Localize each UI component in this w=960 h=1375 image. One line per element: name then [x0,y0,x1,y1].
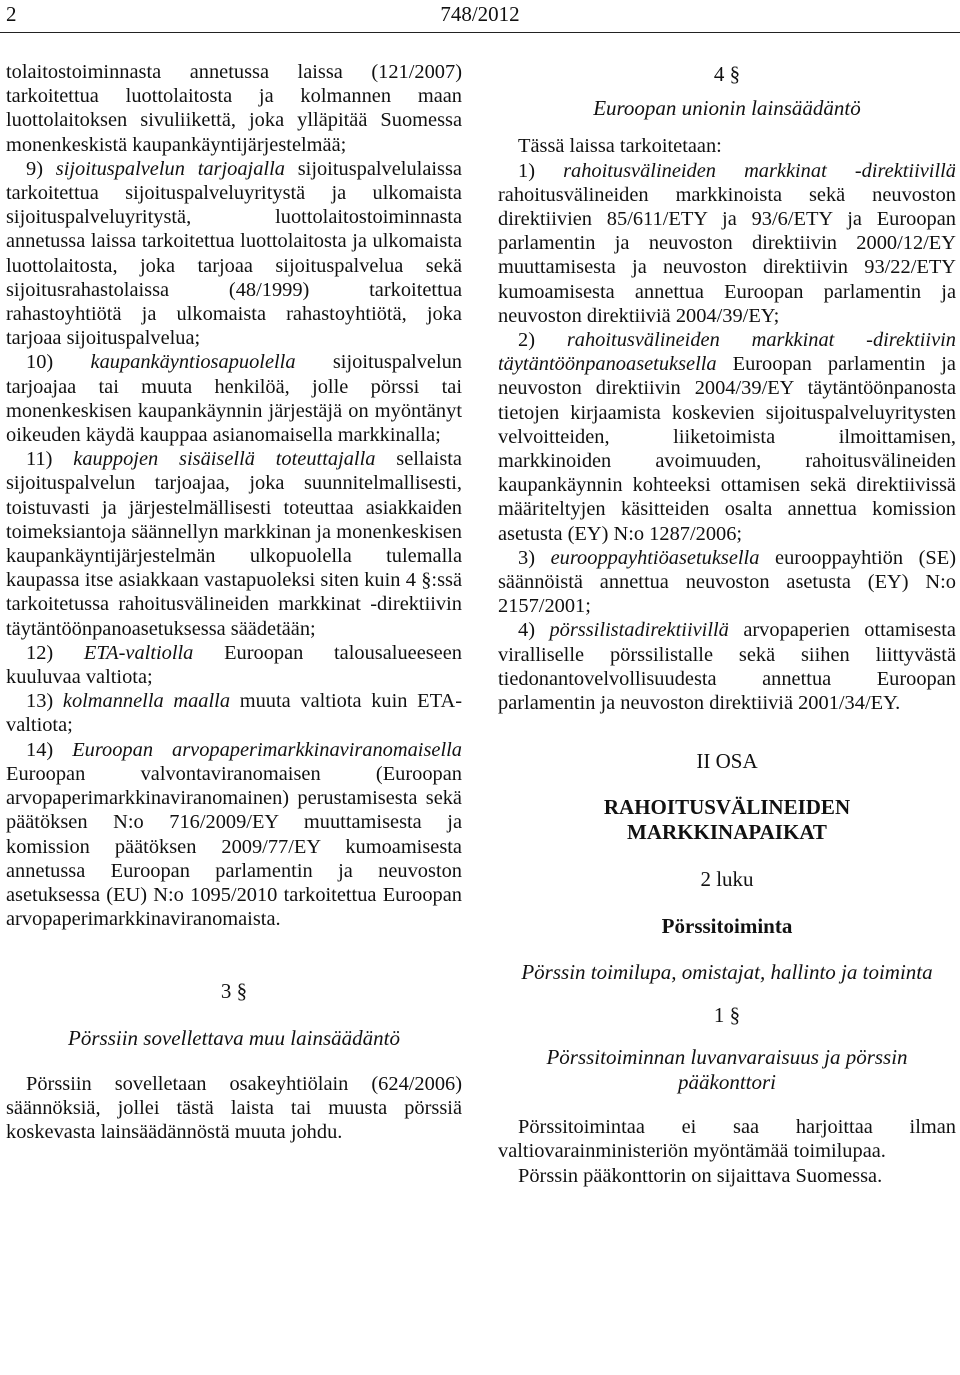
item-number: 12) [26,641,54,664]
item-number: 3) [518,546,535,569]
definition-text: Euroopan parlamentin ja neuvoston direktiivin 2004/39/EY täytäntöönpanosta tietojen kirjaamista koskevien sijoituspalveluyritysten velvoitteiden, liiketoimista ilmoittamisen, markkinoiden avoimuuden, rahoitusvälineiden kaupankäynnin kohteeksi ottamisen sekä direktiivissä määriteltyjen käsitteiden osalta annettua komission asetusta (EY) N:o 1287/2006; [498,353,956,545]
definition-text: sellaista sijoituspalvelun tarjoajaa, joka suunnitelmallisesti, toistuvasti ja järjestelmällisesti toteuttaa asiakkaiden toimeksiantoja säännellyn markkinan ja monenkeskisen kaupankäyntijärjestelmän ulkopuolella tulemalla kaupassa itse asiakkaan vastapuoleksi siten kuin 4 §:ssä tarkoitetussa rahoitusvälineiden markkinat -direktiivin täytäntöönpanoasetuksessa säädetään; [6,448,462,640]
defined-term: eurooppayhtiöasetuksella [550,546,760,569]
part-title-line-1: RAHOITUSVÄLINEIDEN [603,795,851,820]
defined-term: kauppojen sisäisellä toteuttajalla [73,448,376,471]
section-1-title: Pörssitoiminnan luvanvaraisuus ja pörssin pääkonttori [546,1045,908,1095]
eu-definition-1 [498,159,956,328]
definition-text: sijoituspalvelulaissa tarkoitettua sijoituspalveluyritystä ja ulkomaista sijoituspalveluyritystä, luottolaitostoiminnasta annetussa laissa tarkoitettua luottolaitosta ja ulkomaista luottolaitosta, joka tarjoaa sijoituspalvelua sekä sijoitusrahastolaissa (48/1999) tarkoitettua rahastoyhtiötä ja ulkomaista rahastoyhtiötä, joka tarjoaa sijoituspalvelua; [6,157,462,350]
item-number: 10) [26,351,54,374]
item-number: 9) [26,157,43,180]
right-column [498,62,956,1188]
section-4-number: 4 § [713,62,741,86]
section-3-text: Pörssiin sovelletaan osakeyhtiölain (624/2006) säännöksiä, jollei tästä laista tai muusta pörssiä koskevasta lainsäädännöstä muuta johdu. [6,1072,462,1144]
item-number: 1) [518,159,535,182]
chapter-label: 2 luku [700,867,754,892]
eu-definition-4 [498,618,956,715]
definition-10 [6,350,462,447]
chapter-title: Pörssitoiminta [661,913,793,938]
definition-11 [6,447,462,641]
section-4-intro: Tässä laissa tarkoitetaan: [518,135,722,158]
defined-term: rahoitusvälineiden markkinat -direktiivillä [563,159,956,182]
defined-term: pörssilistadirektiivillä [549,619,729,642]
defined-term: rahoitusvälineiden markkinat -direktiivin täytäntöönpanoasetuksella [498,329,956,376]
section-1-number: 1 § [713,1002,741,1027]
defined-term: kaupankäyntiosapuolella [90,351,296,374]
definition-text: rahoitusvälineiden markkinoista sekä neuvoston direktiivien 85/611/ETY ja 93/6/ETY ja Euroopan parlamentin ja neuvoston direktiivin 2000/12/EY muuttamisesta ja neuvoston direktiivin 93/22/ETY kumoamisesta annettua Euroopan parlamentin ja neuvoston direktiiviä 2004/39/EY; [498,183,956,327]
item-number: 13) [26,690,54,713]
defined-term: Euroopan arvopaperimarkkinaviranomaisella [72,738,462,761]
definition-12 [6,641,462,689]
left-column [6,60,462,1144]
definition-text: Euroopan valvontaviranomaisen (Euroopan arvopaperimarkkinaviranomainen) perustamisesta sekä päätöksen N:o 716/2009/EY muuttamisesta ja komission päätöksen 2009/77/EY kumoamisesta annetussa Euroopan parlamentin ja neuvoston asetuksessa (EU) N:o 1095/2010 tarkoitettua Euroopan arvopaperimarkkinaviranomaista. [6,762,462,931]
definition-text: sijoituspalvelun tarjoajaa tai muuta henkilöä, jolle pörssi tai monenkeskisen kaupankäynnin järjestäjä on myöntänyt oikeuden käydä kauppaa asianomaisella markkinalla; [6,351,462,447]
definition-9 [6,157,462,351]
part-title-line-2: MARKKINAPAIKAT [627,820,827,845]
defined-term: kolmannella maalla [62,690,231,713]
item-number: 4) [518,619,535,642]
page-number: 2 [6,2,17,26]
section-3-title: Pörssiin sovellettava muu lainsäädäntö [68,1025,400,1050]
defined-term: ETA-valtiolla [83,641,194,664]
definition-text: eurooppayhtiön (SE) säännöistä annettua neuvoston asetusta (EY) N:o 2157/2001; [498,546,956,618]
definition-text: Euroopan talousalueeseen kuuluvaa valtiota; [6,641,462,689]
section-4-title: Euroopan unionin lainsäädäntö [593,96,861,121]
part-label: II OSA [696,749,758,774]
definition-13 [6,689,462,737]
eu-definition-2 [498,328,956,546]
eu-definition-3 [498,546,956,619]
definition-text: muuta valtiota kuin ETA-valtiota; [6,690,462,737]
section-3-number: 3 § [220,979,248,1004]
definition-14 [6,738,462,932]
header-rule [0,32,960,33]
page-header [0,0,960,34]
definition-text: arvopaperien ottamisesta viralliselle pörssilistalle sekä siihen liittyvästä tiedonantovelvollisuudesta annettua Euroopan parlamentin ja neuvoston direktiiviä 2001/34/EY. [498,619,956,715]
item-number: 14) [26,738,54,761]
item-number: 2) [518,329,535,352]
document-number: 748/2012 [440,2,520,26]
section-1-paragraph-2: Pörssin pääkonttorin on sijaittava Suomessa. [518,1164,883,1187]
chapter-subtitle: Pörssin toimilupa, omistajat, hallinto ja toiminta [521,959,933,984]
defined-term: sijoituspalvelun tarjoajalla [55,157,285,180]
paragraph-intro: tolaitostoiminnasta annetussa laissa (121/2007) tarkoitettua luottolaitosta ja kolmannen maan luottolaitoksen sivuliikettä, joka ylläpitää Suomessa monenkeskistä kaupankäyntijärjestelmää; [6,61,462,156]
section-1-paragraph-1: Pörssitoimintaa ei saa harjoittaa ilman valtiovarainministeriön myöntämää toimilupaa. [498,1116,956,1163]
item-number: 11) [26,448,53,471]
